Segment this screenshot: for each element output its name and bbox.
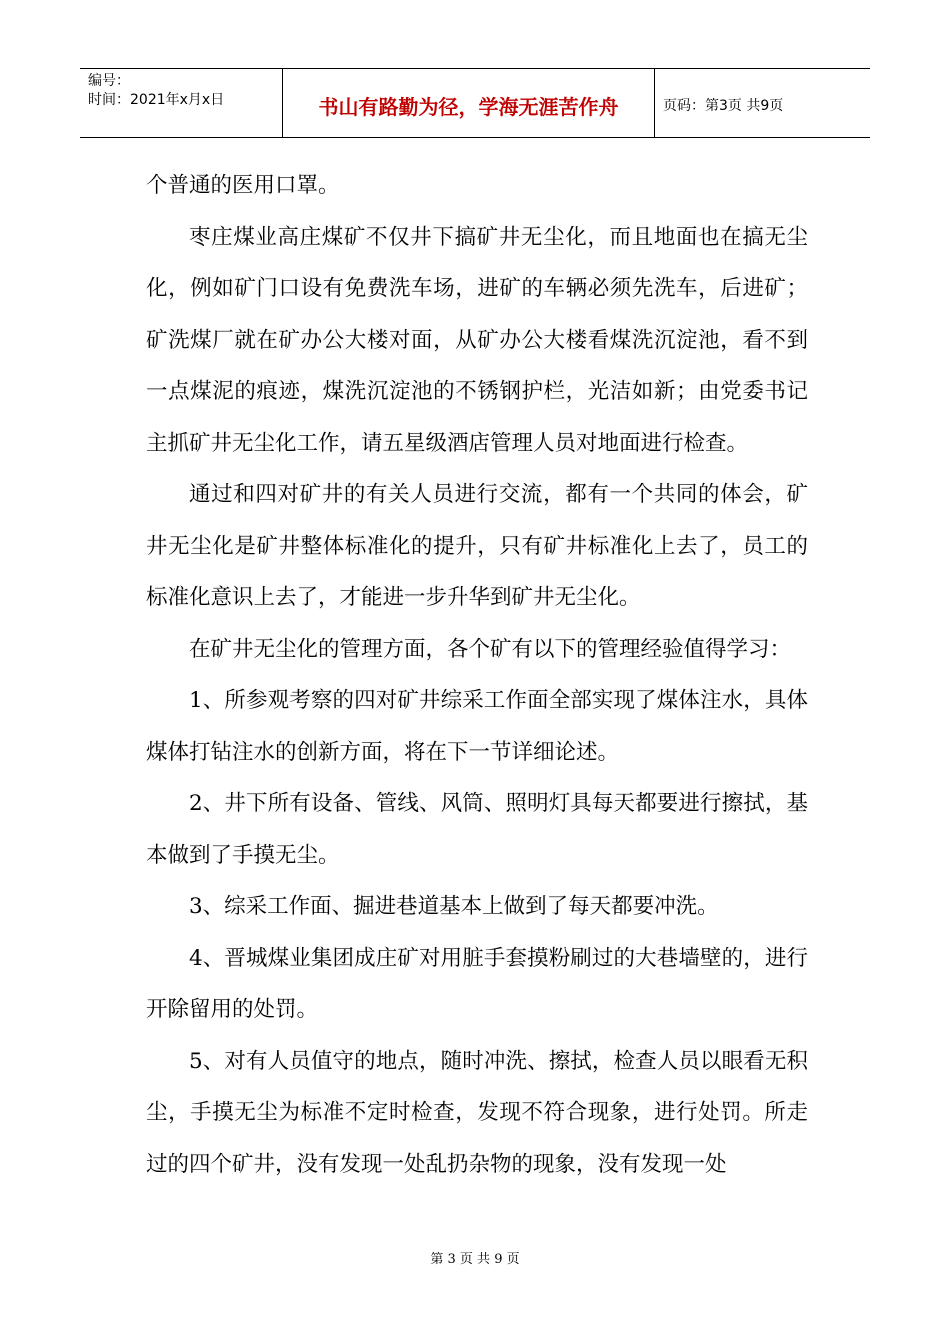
paragraph: 2、井下所有设备、管线、风筒、照明灯具每天都要进行擦拭，基本做到了手摸无尘。 <box>146 791 808 868</box>
header-motto: 书山有路勤为径，学海无涯苦作舟 <box>283 69 655 137</box>
paragraph: 枣庄煤业高庄煤矿不仅井下搞矿井无尘化，而且地面也在搞无尘化，例如矿门口设有免费洗车场，进矿的车辆必须先洗车，后进矿；矿洗煤厂就在矿办公大楼对面，从矿办公大楼看煤洗沉淀池，看不到一点煤泥的痕迹，煤洗沉淀池的不锈钢护栏，光洁如新；由党委书记主抓矿井无尘化工作，请五星级酒店管理人员对地面进行检查。 <box>146 224 808 456</box>
document-body <box>146 160 808 1190</box>
paragraph: 1、所参观考察的四对矿井综采工作面全部实现了煤体注水，具体煤体打钻注水的创新方面，将在下一节详细论述。 <box>146 688 808 765</box>
paragraph: 在矿井无尘化的管理方面，各个矿有以下的管理经验值得学习： <box>189 636 792 662</box>
page-header <box>80 68 870 138</box>
page-footer: 第 3 页 共 9 页 <box>430 1252 520 1267</box>
number-label: 编号： <box>88 73 130 89</box>
paragraph: 3、综采工作面、掘进巷道基本上做到了每天都要冲洗。 <box>189 894 719 919</box>
header-meta <box>80 69 283 137</box>
header-page-code: 页码：第3页 共9页 <box>663 98 784 114</box>
paragraph: 个普通的医用口罩。 <box>146 173 340 198</box>
paragraph: 4、晋城煤业集团成庄矿对用脏手套摸粉刷过的大巷墙壁的，进行开除留用的处罚。 <box>146 945 808 1022</box>
date-label: 时间：2021年x月x日 <box>88 92 225 108</box>
paragraph: 通过和四对矿井的有关人员进行交流，都有一个共同的体会，矿井无尘化是矿井整体标准化的提升，只有矿井标准化上去了，员工的标准化意识上去了，才能进一步升华到矿井无尘化。 <box>146 482 808 610</box>
paragraph: 5、对有人员值守的地点，随时冲洗、擦拭，检查人员以眼看无积尘，手摸无尘为标准不定时检查，发现不符合现象，进行处罚。所走过的四个矿井，没有发现一处乱扔杂物的现象，没有发现一处 <box>146 1048 808 1177</box>
